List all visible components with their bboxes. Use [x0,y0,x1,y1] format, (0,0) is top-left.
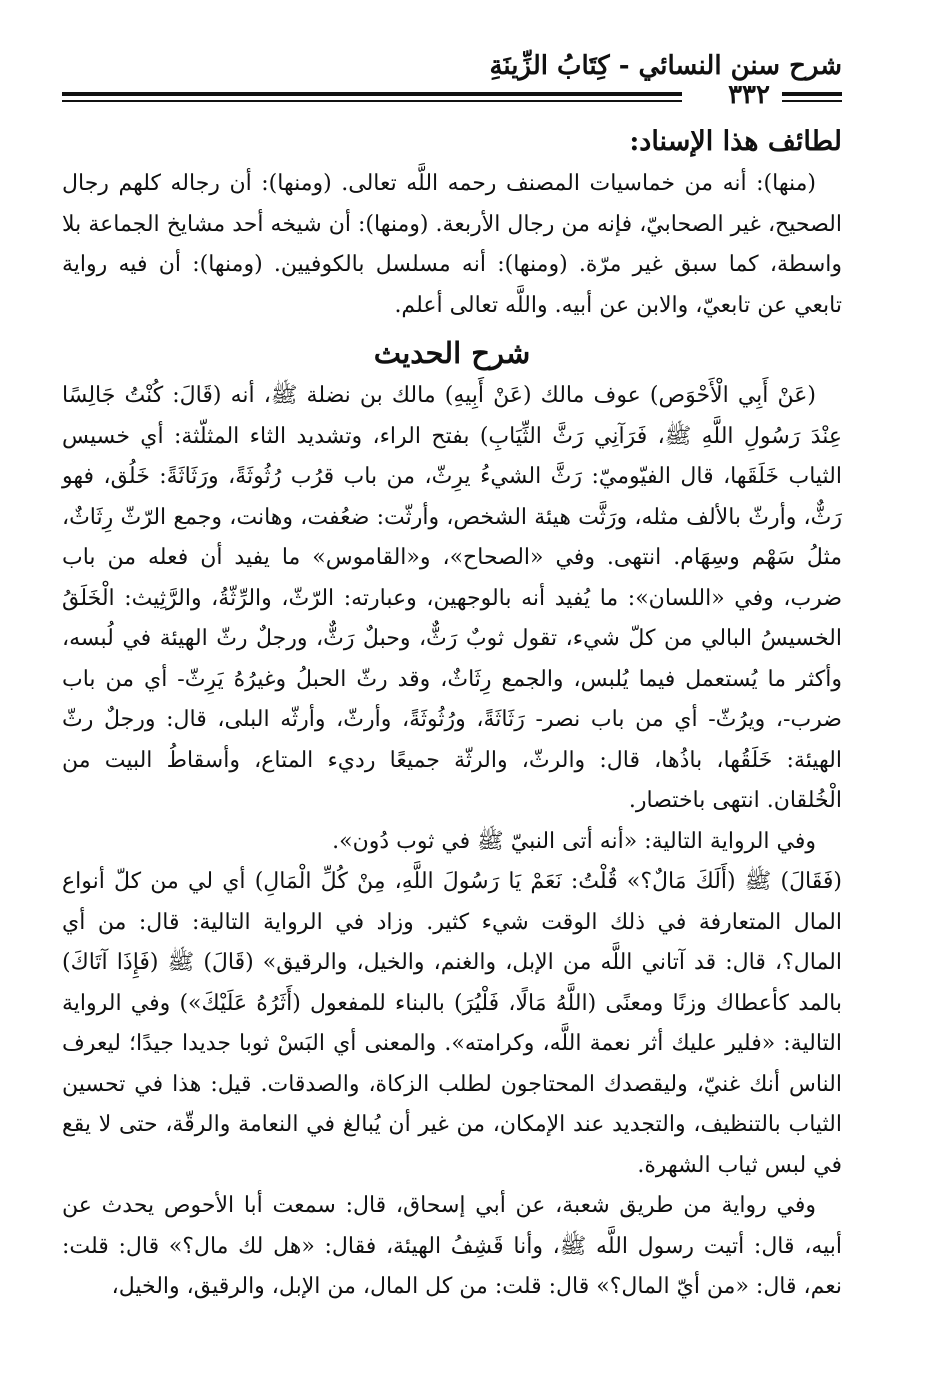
page-number: ٣٣٢ [728,80,770,110]
running-title: شرح سنن النسائي - كِتَابُ الزِّينَةِ [489,51,842,81]
document-page [62,48,842,1308]
running-header [62,48,842,84]
header-rule [62,80,842,112]
header-rule-short [782,92,842,102]
commentary-paragraph-4: وفي رواية من طريق شعبة، عن أبي إسحاق، قال: سمعت أبا الأحوص يحدث عن أبيه، قال: أتيت رسول اللَّه ﷺ، وأنا قَشِفُ الهيئة، فقال: «هل لك مال؟» قال: قلت: نعم، قال: «من أيّ المال؟» قال: قلت: من كل المال، من الإبل، والرقيق، والخيل، [62,1193,842,1299]
commentary-paragraph-1: (عَنْ أَبِي الْأَحْوَص) عوف مالك (عَنْ أَبِيهِ) مالك بن نضلة ﷺ، أنه (قَالَ: كُنْتُ جَالِسًا عِنْدَ رَسُولِ اللَّهِ ﷺ، فَرَآنِي رَثَّ الثِّيَابِ) بفتح الراء، وتشديد الثاء المثلّثة: أي خسيس الثياب خَلَقَها، قال الفيّوميّ: رَثَّ الشيءُ يرِثّ، من باب قرُب رُثُوثَةً، ورَثَاثَةً: خَلُق، فهو رَثٌّ، وأرثّ بالألف مثله، ورَثَّت هيئة الشخص، وأرثّت: ضعُفت، وهانت، وجمع الرّثّ رِثَاثٌ، مثلُ سَهْم وسِهَام. انتهى. وفي «الصحاح»، و«القاموس» ما يفيد أن فعله من باب ضرب، وفي «اللسان»: ما يُفيد أنه بالوجهين، وعبارته: الرّثّ، والرِّثّةُ، والرَّثِيث: الْخَلَقُ الخسيسُ البالي من كلّ شيء، تقول ثوبٌ رَثٌّ، وحبلٌ رَثٌّ، ورجلٌ رثّ الهيئة في لُبسه، وأكثر ما يُستعمل فيما يُلبس، والجمع رِثَاثٌ، وقد رثّ الحبلُ وغيرُهُ يَرِثّ- أي من باب ضرب-، ويرُثّ- أي من باب نصر- رَثَاثَةً، ورُثُوثَةً، وأرثّ، وأرثّه البلى، قال: ورجلٌ رثّ الهيئة: خَلَقُها، باذُها، قال: والرثّ، والرثّة جميعًا رديء المتاع، وأسقاطُ البيت من الْخُلقان. انتهى باختصار. [62,383,842,813]
hadith-commentary-heading: شرح الحديث [373,336,531,370]
isnad-paragraph: (منها): أنه من خماسيات المصنف رحمه اللَّه تعالى. (ومنها): أن رجاله كلهم رجال الصحيح، غير الصحابيّ، فإنه من رجال الأربعة. (ومنها): أن شيخه أحد مشايخ الجماعة بلا واسطة، كما سبق غير مرّة. (ومنها): أنه مسلسل بالكوفيين. (ومنها): أن فيه رواية تابعي عن تابعيّ، والابن عن أبيه. واللَّه تعالى أعلم. [62,171,842,318]
isnad-heading: لطائف هذا الإسناد: [629,126,842,157]
commentary-paragraph-2: وفي الرواية التالية: «أنه أتى النبيّ ﷺ في ثوب دُون». [332,828,816,854]
header-rule-long [62,92,682,102]
commentary-paragraph-3: (فَقَالَ) ﷺ (أَلَكَ مَالٌ؟» قُلْتُ: نَعَمْ يَا رَسُولَ اللَّهِ، مِنْ كُلِّ الْمَالِ) أي لي من كلّ أنواع المال المتعارفة في ذلك الوقت شيء كثير. وزاد في الرواية التالية: قال: من أي المال؟، قال: قد آتاني اللَّه من الإبل، والغنم، والخيل، والرقيق» (قَالَ) ﷺ (فَإِذَا آتَاكَ) بالمد كأعطاك وزنًا ومعنًى (اللَّهُ مَالًا، فَلْيُرَ) بالبناء للمفعول (أَثَرُهُ عَلَيْكَ») وفي الرواية التالية: «فلير عليك أثر نعمة اللَّه، وكرامته». والمعنى أي البَسْ ثوبا جديدا جيدًا؛ ليعرف الناس أنك غنيّ، وليقصدك المحتاجون لطلب الزكاة، والصدقات. قيل: هذا في تحسين الثياب بالتنظيف، والتجديد عند الإمكان، من غير أن يُبالغ في النعامة والرقّة، حتى لا يقع في لبس ثياب الشهرة. [62,869,842,1178]
